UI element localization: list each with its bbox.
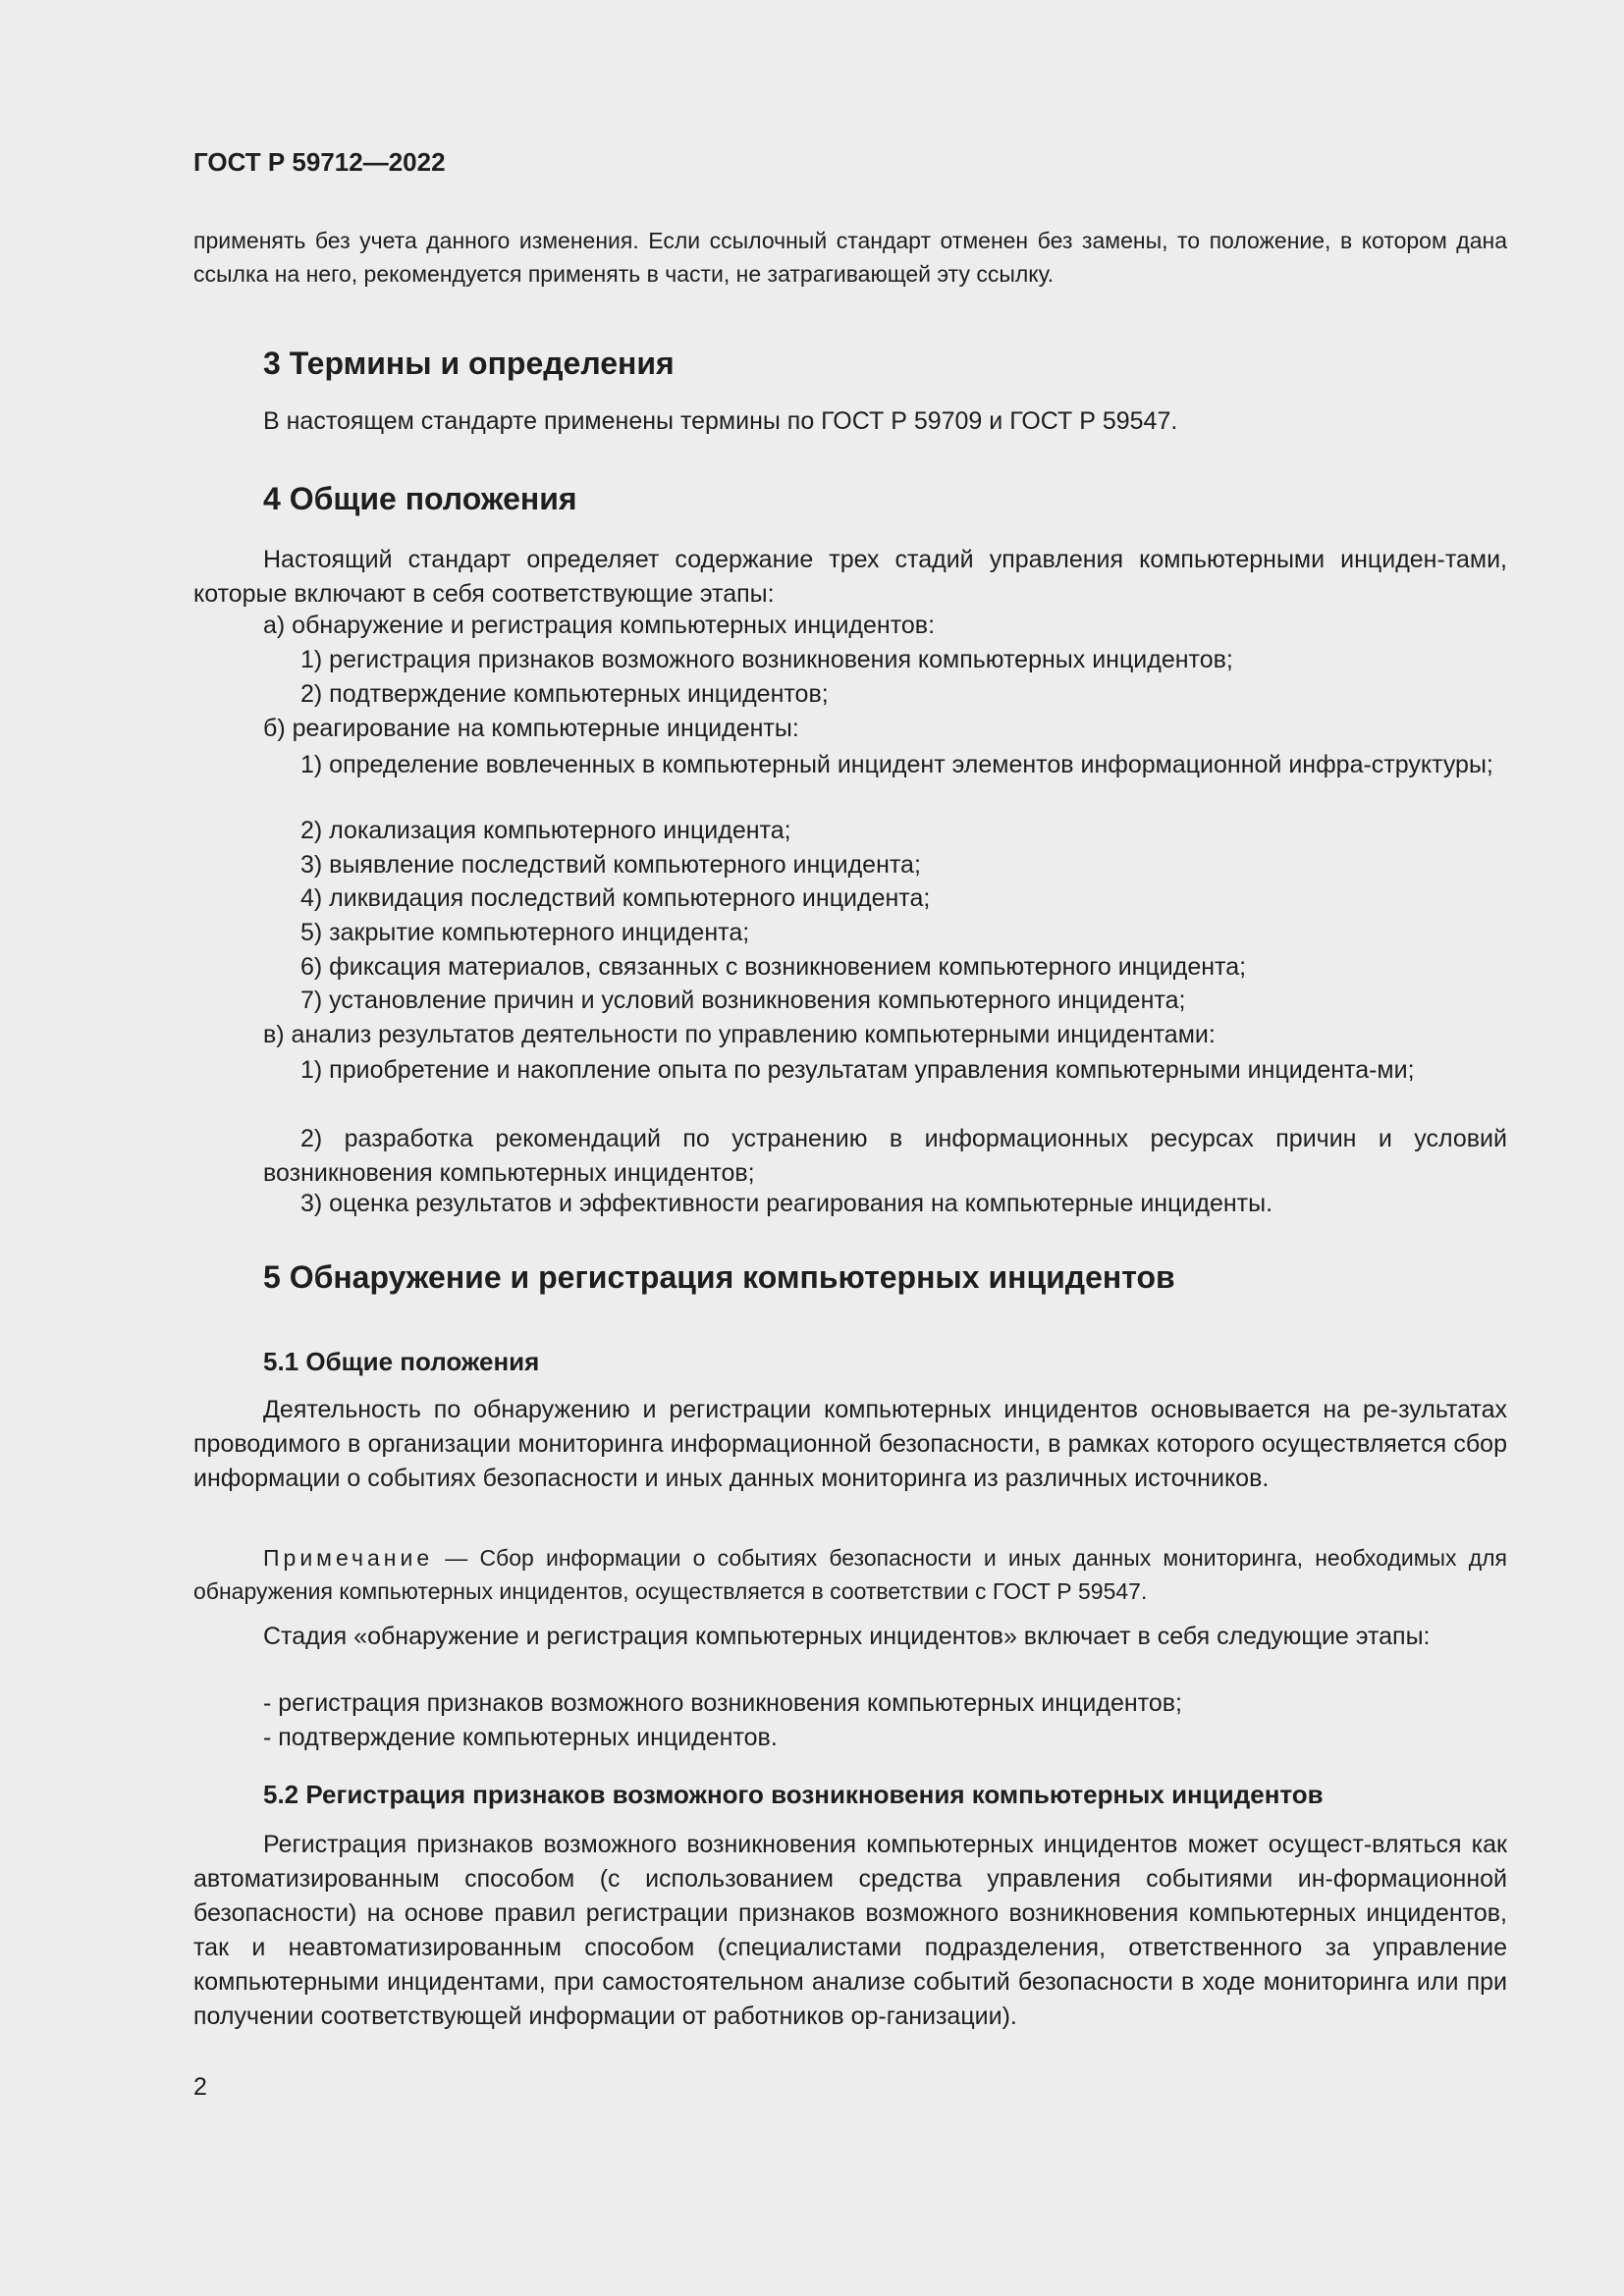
list-item-a2: 2) подтверждение компьютерных инцидентов; <box>300 680 829 708</box>
list-item-v2: 2) разработка рекомендаций по устранению в информационных ресурсах причин и условий возникновения компьютерных инцидентов; <box>263 1125 1507 1187</box>
list-item-v3: 3) оценка результатов и эффективности реагирования на компьютерные инциденты. <box>300 1190 1273 1217</box>
list-item-b7: 7) установление причин и условий возникновения компьютерного инцидента; <box>300 987 1186 1014</box>
list-item-b: б) реагирование на компьютерные инциденты: <box>263 715 799 742</box>
section-3-title: 3 Термины и определения <box>263 346 675 381</box>
list-item-b5: 5) закрытие компьютерного инцидента; <box>300 919 750 946</box>
note <box>193 1541 1507 1608</box>
section-4-intro: Настоящий стандарт определяет содержание трех стадий управления компьютерными инциден-тами, которые включают в себя соответствующие этапы: <box>193 546 1507 608</box>
dash-item-2: - подтверждение компьютерных инцидентов. <box>263 1724 778 1751</box>
list-item-a: а) обнаружение и регистрация компьютерных инцидентов: <box>263 612 936 639</box>
note-text: — Сбор информации о событиях безопасности и иных данных мониторинга, необходимых для обнаружения компьютерных инцидентов, осуществляется в соответствии с ГОСТ Р 59547. <box>193 1545 1507 1604</box>
list-item-a1: 1) регистрация признаков возможного возникновения компьютерных инцидентов; <box>300 646 1233 673</box>
intro-paragraph: применять без учета данного изменения. Если ссылочный стандарт отменен без замены, то положение, в котором дана ссылка на него, рекомендуется применять в части, не затрагивающей эту ссылку. <box>193 228 1507 287</box>
section-4-title: 4 Общие положения <box>263 481 577 516</box>
list-item-b1: 1) определение вовлеченных в компьютерный инцидент элементов информационной инфра-структуры; <box>300 751 1493 778</box>
section-3-text: В настоящем стандарте применены термины по ГОСТ Р 59709 и ГОСТ Р 59547. <box>263 407 1178 435</box>
section-5-2-paragraph: Регистрация признаков возможного возникновения компьютерных инцидентов может осущест-вляться как автоматизированным способом (с использованием средства управления событиями ин-формационной безопасности) на основе правил регистрации признаков возможного возникновения компьютерных инцидентов, так и неавтоматизированным способом (специалистами подразделения, ответственного за управление компьютерными инцидентами, при самостоятельном анализе событий безопасности в ходе мониторинга или при получении соответствующей информации от работников ор-ганизации). <box>193 1831 1507 2030</box>
list-item-v: в) анализ результатов деятельности по управлению компьютерными инцидентами: <box>263 1021 1216 1048</box>
list-item-b6: 6) фиксация материалов, связанных с возникновением компьютерного инцидента; <box>300 953 1247 981</box>
section-5-1-paragraph-2: Стадия «обнаружение и регистрация компьютерных инцидентов» включает в себя следующие этапы: <box>263 1623 1431 1650</box>
section-5-title: 5 Обнаружение и регистрация компьютерных инцидентов <box>263 1259 1175 1295</box>
list-item-b2: 2) локализация компьютерного инцидента; <box>300 817 791 844</box>
list-item-v1: 1) приобретение и накопление опыта по результатам управления компьютерными инцидента-ми; <box>300 1056 1415 1084</box>
section-5-2-title: 5.2 Регистрация признаков возможного возникновения компьютерных инцидентов <box>263 1780 1324 1809</box>
dash-item-1: - регистрация признаков возможного возникновения компьютерных инцидентов; <box>263 1689 1182 1717</box>
list-item-b4: 4) ликвидация последствий компьютерного инцидента; <box>300 884 931 912</box>
note-label: Примечание <box>263 1545 434 1571</box>
section-5-1-paragraph-1: Деятельность по обнаружению и регистрации компьютерных инцидентов основывается на ре-зультатах проводимого в организации мониторинга информационной безопасности, в рамках которого осуществляется сбор информации о событиях безопасности и иных данных мониторинга из различных источников. <box>193 1396 1507 1492</box>
page-number: 2 <box>193 2073 207 2101</box>
list-item-b3: 3) выявление последствий компьютерного инцидента; <box>300 851 921 879</box>
section-5-1-title: 5.1 Общие положения <box>263 1347 540 1376</box>
document-header: ГОСТ Р 59712—2022 <box>193 147 446 177</box>
